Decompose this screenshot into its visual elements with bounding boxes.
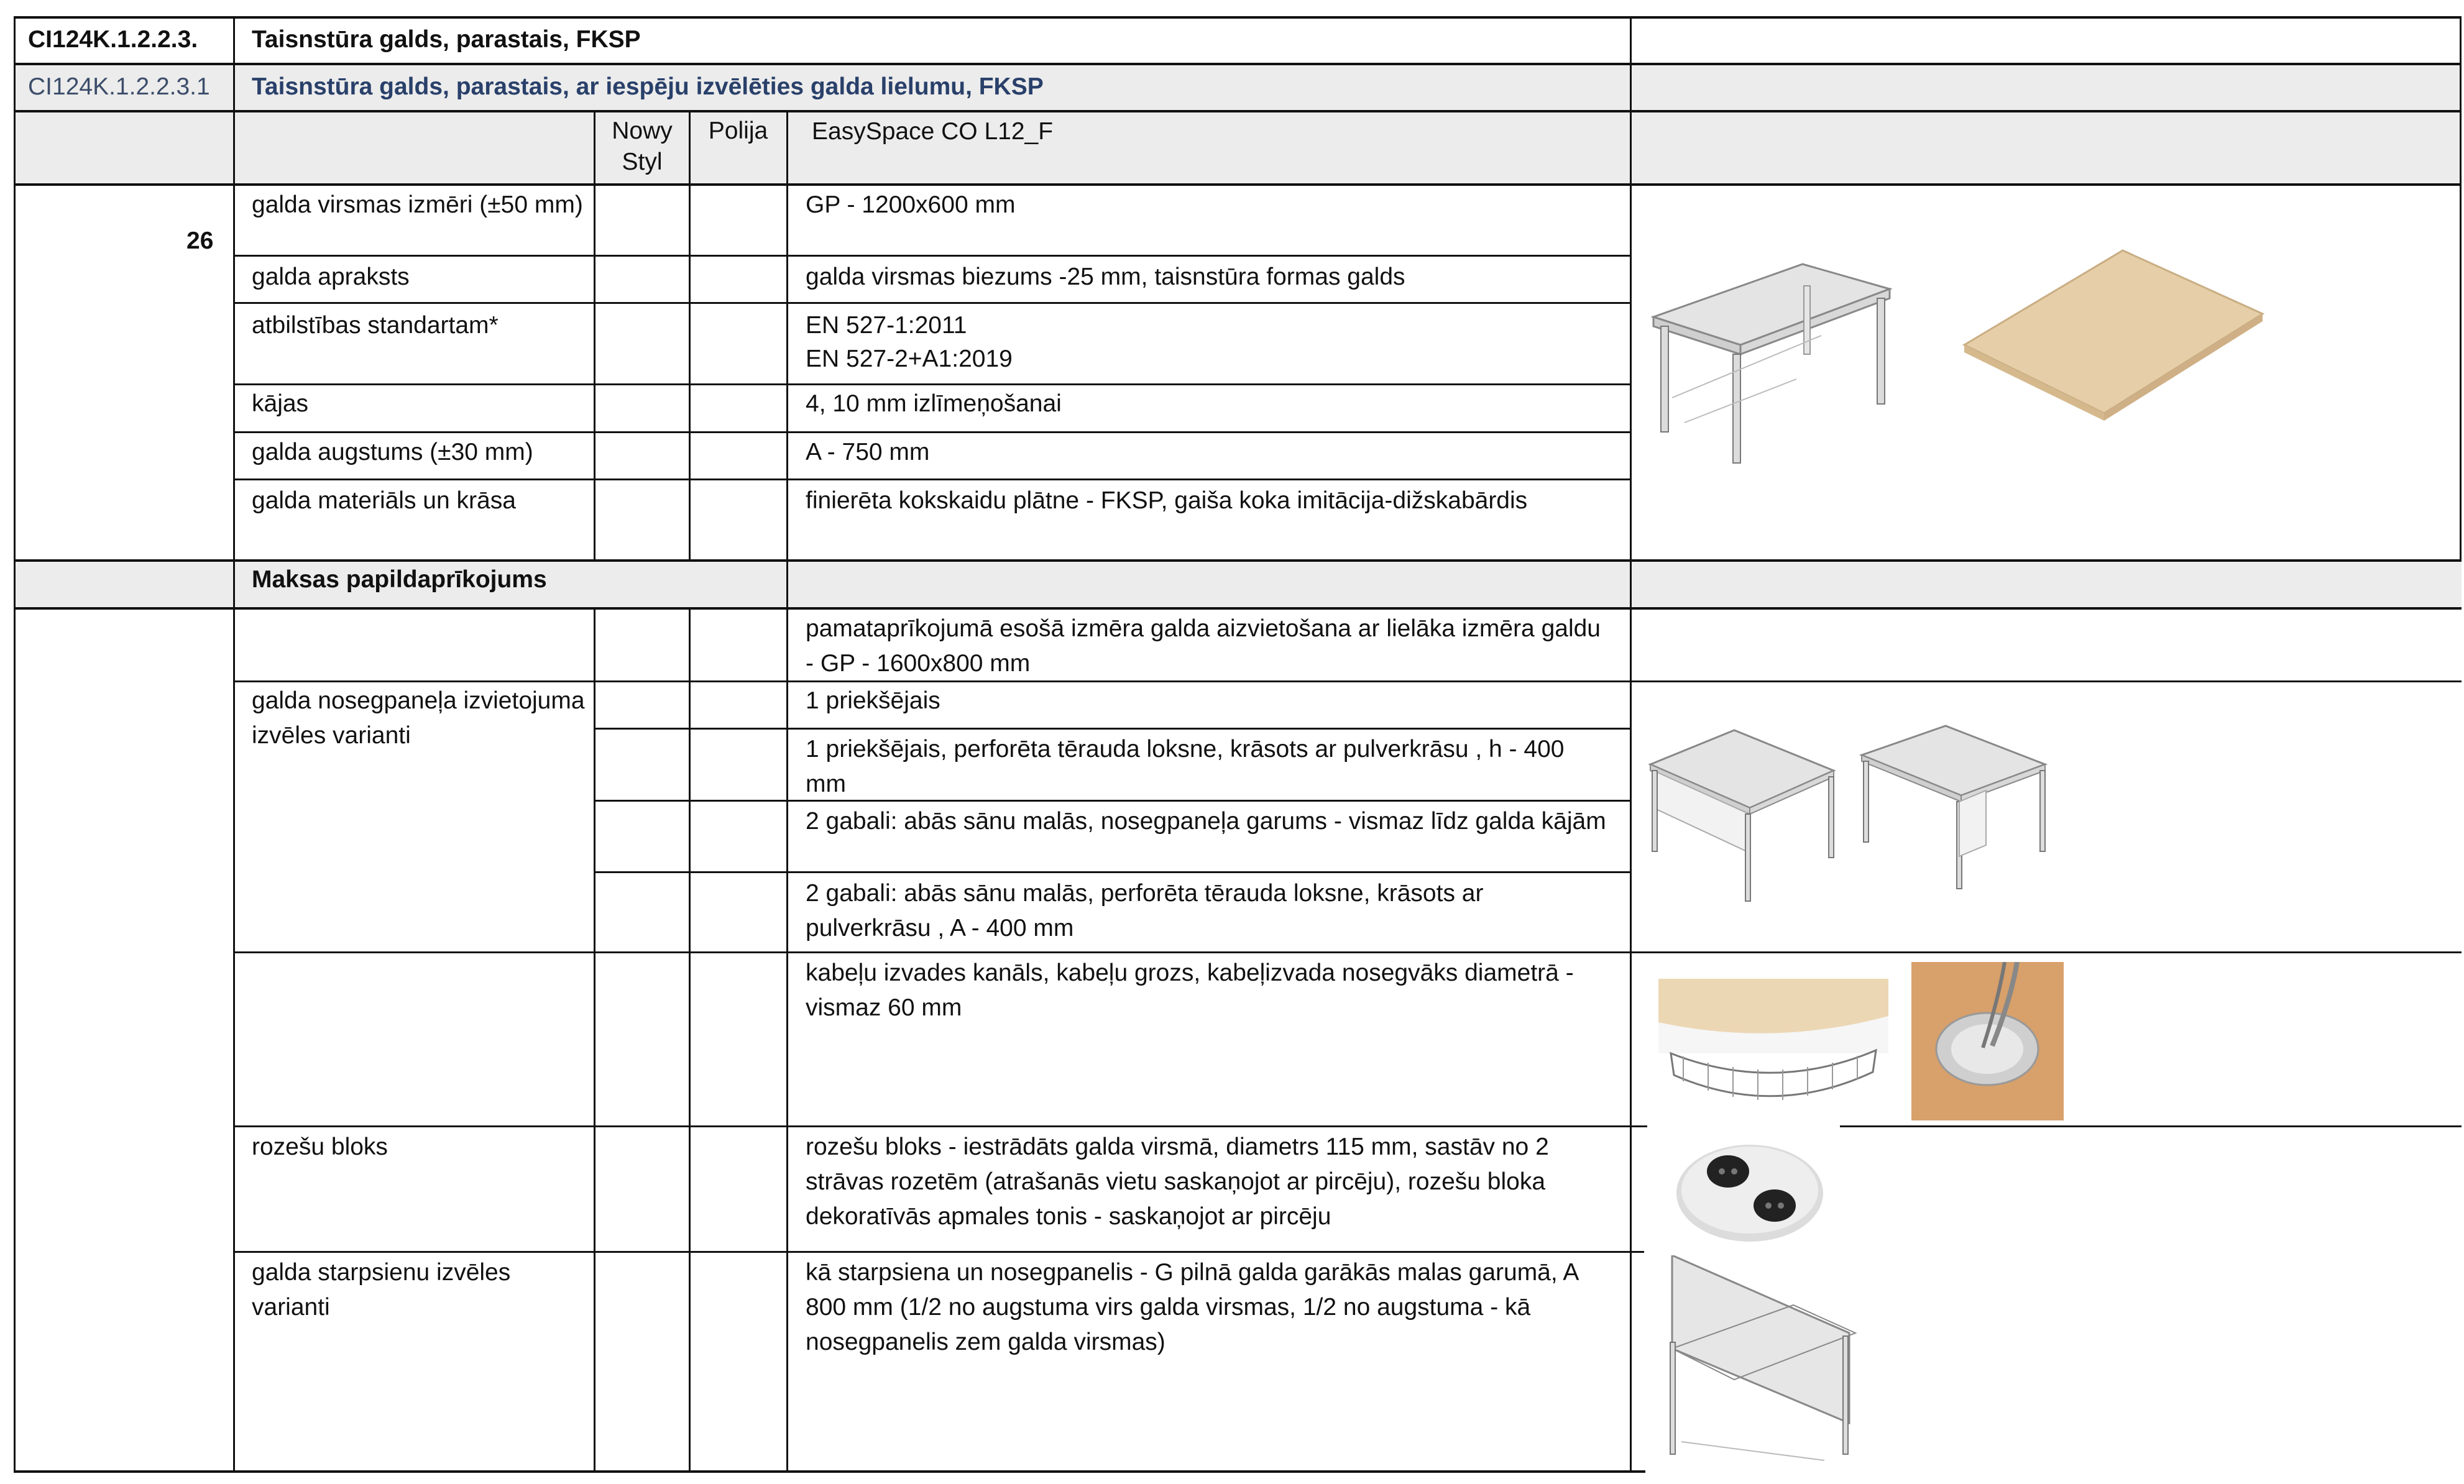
column-header-country: Polija — [708, 117, 768, 144]
cable-basket-icon — [1658, 979, 1888, 1122]
spec-value: EN 527-1:2011 — [806, 312, 967, 339]
spec-value: EN 527-2+A1:2019 — [806, 346, 1013, 372]
extra-value: 2 gabali: abās sānu malās, perforēta tērauda loksne, krāsots ar pulverkrāsu , A - 400 mm — [806, 880, 1484, 941]
column-header-product: EasySpace CO L12_F — [812, 118, 1054, 145]
extra-label: galda nosegpaneļa izvietojuma izvēles varianti — [252, 687, 585, 749]
spec-value: finierēta kokskaidu plātne - FKSP, gaiša koka imitācija-dižskabārdis — [806, 487, 1528, 514]
spec-label: kājas — [252, 390, 309, 417]
table-frame-icon — [1647, 236, 1896, 479]
spec-label: galda materiāls un krāsa — [252, 487, 516, 514]
sub-item-code: CI124K.1.2.2.3.1 — [28, 73, 210, 100]
spec-value: GP - 1200x600 mm — [806, 191, 1016, 218]
table-top-icon — [1958, 245, 2269, 426]
extra-value: pamataprīkojumā esošā izmēra galda aizvietošana ar lielāka izmēra galdu - GP - 1600x800 mm — [806, 615, 1601, 677]
spec-label: galda virsmas izmēri (±50 mm) — [252, 191, 583, 218]
column-header-manufacturer: Nowy Styl — [612, 117, 673, 175]
sub-item-title: Taisnstūra galds, parastais, ar iespēju izvēlēties galda lielumu, FKSP — [252, 73, 1044, 100]
cable-grommet-icon — [1911, 962, 2064, 1120]
screen-divider-icon — [1663, 1255, 1868, 1470]
extra-value: 2 gabali: abās sānu malās, nosegpaneļa garums - vismaz līdz galda kājām — [806, 808, 1606, 835]
spec-label: galda augstums (±30 mm) — [252, 439, 533, 465]
extra-value: kabeļu izvades kanāls, kabeļu grozs, kabeļizvada nosegvāks diametrā - vismaz 60 mm — [806, 960, 1574, 1021]
spec-value: galda virsmas biezums -25 mm, taisnstūra formas galds — [806, 263, 1405, 290]
item-title: Taisnstūra galds, parastais, FKSP — [252, 26, 641, 53]
extra-value: 1 priekšējais — [806, 687, 940, 714]
modesty-panel-icon — [1647, 721, 2070, 926]
extra-label: rozešu bloks — [252, 1134, 388, 1160]
row-number: 26 — [186, 227, 214, 254]
extra-value: 1 priekšējais, perforēta tērauda loksne, krāsots ar pulverkrāsu , h - 400 mm — [806, 736, 1565, 797]
extra-value: kā starpsiena un nosegpanelis - G pilnā galda garākās malas garumā, A 800 mm (1/2 no augstuma virs galda virsmas, 1/2 no augstuma - kā nosegpanelis zem galda virsmas) — [806, 1259, 1578, 1355]
spec-value: A - 750 mm — [806, 439, 930, 465]
section-title: Maksas papildaprīkojums — [252, 566, 547, 593]
extra-label: galda starpsienu izvēles varianti — [252, 1259, 511, 1321]
item-code: CI124K.1.2.2.3. — [28, 26, 198, 53]
socket-block-icon — [1672, 1134, 1827, 1246]
spec-value: 4, 10 mm izlīmeņošanai — [806, 390, 1062, 417]
spec-label: atbilstības standartam* — [252, 312, 499, 339]
spec-label: galda apraksts — [252, 263, 410, 290]
extra-value: rozešu bloks - iestrādāts galda virsmā, diametrs 115 mm, sastāv no 2 strāvas rozetēm (atrašanās vietu saskaņojot ar pircēju), rozešu bloka dekoratīvās apmales tonis - saskaņojot ar pircēju — [806, 1134, 1549, 1230]
